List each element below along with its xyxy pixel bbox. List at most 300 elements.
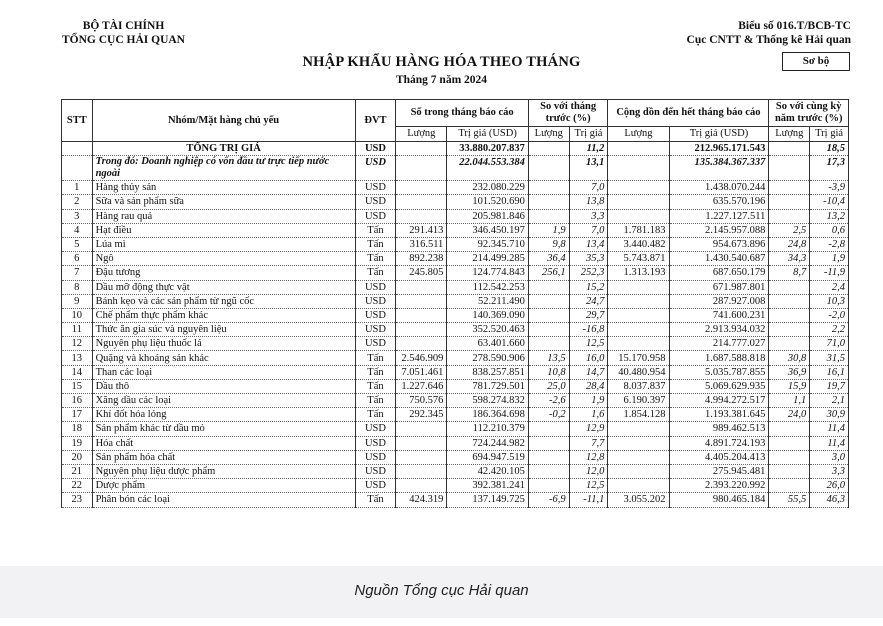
fdi-label: Trong đó: Doanh nghiệp có vốn đầu tư trực tiếp nước ngoài <box>92 156 355 181</box>
sub-qty-header: Lượng <box>396 127 447 142</box>
row-stt: 14 <box>62 365 93 379</box>
row-yoy-qty: 1,1 <box>769 394 810 408</box>
row-vs-prev-qty <box>528 195 569 209</box>
row-qty <box>396 294 447 308</box>
row-qty <box>396 422 447 436</box>
row-value: 101.520.690 <box>447 195 529 209</box>
row-cum-value: 4.891.724.193 <box>669 436 769 450</box>
row-name: Hạt điều <box>92 223 355 237</box>
row-value: 346.450.197 <box>447 223 529 237</box>
total-vs-prev: 11,2 <box>569 142 608 156</box>
row-name: Khí đốt hóa lỏng <box>92 408 355 422</box>
row-yoy-qty: 30,8 <box>769 351 810 365</box>
row-name: Thức ăn gia súc và nguyên liệu <box>92 323 355 337</box>
table-row <box>62 337 849 351</box>
row-vs-prev-qty <box>528 464 569 478</box>
row-qty: 424.319 <box>396 493 447 507</box>
table-row <box>62 266 849 280</box>
row-stt: 7 <box>62 266 93 280</box>
total-row <box>62 142 849 156</box>
row-name: Bánh kẹo và các sản phẩm từ ngũ cốc <box>92 294 355 308</box>
row-name: Hàng rau quả <box>92 209 355 223</box>
table-row <box>62 280 849 294</box>
row-stt: 20 <box>62 450 93 464</box>
row-vs-prev-qty <box>528 450 569 464</box>
col-month-header: Số trong tháng báo cáo <box>396 100 529 127</box>
table-header <box>62 100 849 142</box>
row-yoy-value: 2,1 <box>810 394 849 408</box>
row-qty <box>396 479 447 493</box>
row-name: Hàng thủy sản <box>92 181 355 195</box>
row-vs-prev-value: 13,4 <box>569 237 608 251</box>
row-stt: 23 <box>62 493 93 507</box>
table-row <box>62 351 849 365</box>
row-cum-value: 5.069.629.935 <box>669 379 769 393</box>
row-value: 112.210.379 <box>447 422 529 436</box>
row-yoy-value: 1,9 <box>810 252 849 266</box>
row-qty <box>396 181 447 195</box>
sub-qty-header: Lượng <box>769 127 810 142</box>
row-vs-prev-qty: 10,8 <box>528 365 569 379</box>
row-yoy-value: 71,0 <box>810 337 849 351</box>
row-qty <box>396 337 447 351</box>
issuer-block <box>62 19 185 47</box>
row-stt: 5 <box>62 237 93 251</box>
report-period: Tháng 7 năm 2024 <box>395 74 488 86</box>
row-yoy-qty: 24,8 <box>769 237 810 251</box>
row-unit: USD <box>355 209 396 223</box>
row-cum-value: 4.405.204.413 <box>669 450 769 464</box>
col-unit-header: ĐVT <box>355 100 396 142</box>
table-row <box>62 479 849 493</box>
row-value: 52.211.490 <box>447 294 529 308</box>
row-qty <box>396 209 447 223</box>
row-vs-prev-value: 24,7 <box>569 294 608 308</box>
row-vs-prev-value: 14,7 <box>569 365 608 379</box>
row-name: Nguyên phụ liệu dược phẩm <box>92 464 355 478</box>
row-yoy-value: 3,3 <box>810 464 849 478</box>
row-stt: 18 <box>62 422 93 436</box>
row-unit: USD <box>355 323 396 337</box>
row-yoy-qty: 15,9 <box>769 379 810 393</box>
row-vs-prev-qty: 25,0 <box>528 379 569 393</box>
row-stt: 16 <box>62 394 93 408</box>
table-row <box>62 422 849 436</box>
row-qty: 245.805 <box>396 266 447 280</box>
row-yoy-qty <box>769 436 810 450</box>
row-cum-qty <box>608 436 669 450</box>
row-unit: USD <box>355 308 396 322</box>
table-row <box>62 394 849 408</box>
row-cum-qty <box>608 181 669 195</box>
row-name: Phân bón các loại <box>92 493 355 507</box>
sub-qty-header: Lượng <box>608 127 669 142</box>
row-unit: Tấn <box>355 493 396 507</box>
table-row <box>62 237 849 251</box>
col-vs-prev-header: So với tháng trước (%) <box>528 100 608 127</box>
agency-name: TỔNG CỤC HẢI QUAN <box>62 34 185 46</box>
row-yoy-value: 26,0 <box>810 479 849 493</box>
row-yoy-value: 30,9 <box>810 408 849 422</box>
row-yoy-value: 13,2 <box>810 209 849 223</box>
table-row <box>62 436 849 450</box>
row-vs-prev-qty <box>528 323 569 337</box>
row-unit: Tấn <box>355 266 396 280</box>
row-value: 42.420.105 <box>447 464 529 478</box>
row-vs-prev-qty <box>528 479 569 493</box>
row-unit: USD <box>355 181 396 195</box>
fdi-cumulative: 135.384.367.337 <box>669 156 769 181</box>
row-value: 352.520.463 <box>447 323 529 337</box>
row-cum-qty <box>608 323 669 337</box>
source-caption: Nguồn Tổng cục Hải quan <box>354 582 529 599</box>
row-value: 137.149.725 <box>447 493 529 507</box>
row-cum-value: 1.438.070.244 <box>669 181 769 195</box>
row-vs-prev-qty: 13,5 <box>528 351 569 365</box>
row-cum-value: 214.777.027 <box>669 337 769 351</box>
row-value: 781.729.501 <box>447 379 529 393</box>
row-value: 278.590.906 <box>447 351 529 365</box>
row-vs-prev-value: 13,8 <box>569 195 608 209</box>
table-body <box>62 142 849 508</box>
row-cum-value: 4.994.272.517 <box>669 394 769 408</box>
table-row <box>62 379 849 393</box>
table-row <box>62 223 849 237</box>
row-qty <box>396 464 447 478</box>
row-value: 232.080.229 <box>447 181 529 195</box>
row-yoy-qty <box>769 195 810 209</box>
row-qty: 7.051.461 <box>396 365 447 379</box>
row-name: Than các loại <box>92 365 355 379</box>
sub-value-usd-header: Trị giá (USD) <box>447 127 529 142</box>
table-row <box>62 181 849 195</box>
row-value: 140.369.090 <box>447 308 529 322</box>
row-vs-prev-value: 12,5 <box>569 479 608 493</box>
row-vs-prev-qty: -6,9 <box>528 493 569 507</box>
row-vs-prev-value: -16,8 <box>569 323 608 337</box>
fdi-vs-prev: 13,1 <box>569 156 608 181</box>
table-row <box>62 323 849 337</box>
row-yoy-qty: 2,5 <box>769 223 810 237</box>
row-stt: 10 <box>62 308 93 322</box>
row-unit: USD <box>355 436 396 450</box>
row-yoy-qty: 24,0 <box>769 408 810 422</box>
row-qty <box>396 308 447 322</box>
row-stt: 11 <box>62 323 93 337</box>
row-cum-value: 954.673.896 <box>669 237 769 251</box>
row-cum-value: 671.987.801 <box>669 280 769 294</box>
row-vs-prev-qty <box>528 422 569 436</box>
row-value: 724.244.982 <box>447 436 529 450</box>
sub-value-header: Trị giá <box>810 127 849 142</box>
row-stt: 2 <box>62 195 93 209</box>
table-row <box>62 365 849 379</box>
table-row <box>62 464 849 478</box>
row-cum-qty <box>608 337 669 351</box>
row-cum-qty: 6.190.397 <box>608 394 669 408</box>
row-unit: Tấn <box>355 365 396 379</box>
row-unit: USD <box>355 294 396 308</box>
row-cum-qty <box>608 464 669 478</box>
row-value: 63.401.660 <box>447 337 529 351</box>
row-qty <box>396 195 447 209</box>
row-yoy-qty <box>769 323 810 337</box>
row-stt: 13 <box>62 351 93 365</box>
fdi-yoy: 17,3 <box>810 156 849 181</box>
row-qty: 292.345 <box>396 408 447 422</box>
row-vs-prev-qty <box>528 308 569 322</box>
row-yoy-value: -3,9 <box>810 181 849 195</box>
row-yoy-value: 2,2 <box>810 323 849 337</box>
row-yoy-qty <box>769 464 810 478</box>
row-cum-qty <box>608 479 669 493</box>
row-value: 186.364.698 <box>447 408 529 422</box>
row-qty <box>396 450 447 464</box>
row-value: 124.774.843 <box>447 266 529 280</box>
row-yoy-qty <box>769 450 810 464</box>
row-cum-value: 2.393.220.992 <box>669 479 769 493</box>
row-yoy-value: 46,3 <box>810 493 849 507</box>
row-vs-prev-qty <box>528 436 569 450</box>
row-cum-qty <box>608 422 669 436</box>
row-cum-value: 635.570.196 <box>669 195 769 209</box>
row-unit: Tấn <box>355 408 396 422</box>
row-vs-prev-value: 35,3 <box>569 252 608 266</box>
row-name: Dược phẩm <box>92 479 355 493</box>
fdi-value: 22.044.553.384 <box>447 156 529 181</box>
row-cum-qty <box>608 294 669 308</box>
row-yoy-value: 10,3 <box>810 294 849 308</box>
row-vs-prev-value: 12,8 <box>569 450 608 464</box>
row-cum-qty <box>608 450 669 464</box>
row-unit: USD <box>355 195 396 209</box>
row-vs-prev-qty: 1,9 <box>528 223 569 237</box>
row-vs-prev-qty: -0,2 <box>528 408 569 422</box>
row-qty: 1.227.646 <box>396 379 447 393</box>
row-cum-qty: 1.313.193 <box>608 266 669 280</box>
row-yoy-qty <box>769 479 810 493</box>
table-row <box>62 308 849 322</box>
row-stt: 1 <box>62 181 93 195</box>
row-unit: USD <box>355 280 396 294</box>
row-vs-prev-value: -11,1 <box>569 493 608 507</box>
row-cum-value: 2.913.934.032 <box>669 323 769 337</box>
row-unit: USD <box>355 450 396 464</box>
row-yoy-value: 16,1 <box>810 365 849 379</box>
row-cum-value: 980.465.184 <box>669 493 769 507</box>
row-yoy-value: -11,9 <box>810 266 849 280</box>
row-vs-prev-value: 12,5 <box>569 337 608 351</box>
row-cum-value: 687.650.179 <box>669 266 769 280</box>
row-vs-prev-qty: 36,4 <box>528 252 569 266</box>
row-cum-value: 1.193.381.645 <box>669 408 769 422</box>
row-vs-prev-qty: 256,1 <box>528 266 569 280</box>
row-vs-prev-value: 15,2 <box>569 280 608 294</box>
row-yoy-value: -2,0 <box>810 308 849 322</box>
total-yoy: 18,5 <box>810 142 849 156</box>
total-unit: USD <box>355 142 396 156</box>
row-qty: 316.511 <box>396 237 447 251</box>
row-stt: 15 <box>62 379 93 393</box>
row-qty <box>396 280 447 294</box>
row-name: Chế phẩm thực phẩm khác <box>92 308 355 322</box>
report-title: NHẬP KHẨU HÀNG HÓA THEO THÁNG <box>302 54 581 70</box>
row-value: 694.947.519 <box>447 450 529 464</box>
row-cum-value: 2.145.957.088 <box>669 223 769 237</box>
sub-value-usd-header: Trị giá (USD) <box>669 127 769 142</box>
form-number: Biểu số 016.T/BCB-TC <box>738 20 851 32</box>
row-yoy-value: 11,4 <box>810 422 849 436</box>
row-cum-qty: 1.854.128 <box>608 408 669 422</box>
sub-value-header: Trị giá <box>569 127 608 142</box>
row-cum-value: 1.687.588.818 <box>669 351 769 365</box>
row-name: Dầu mỡ động thực vật <box>92 280 355 294</box>
row-stt: 3 <box>62 209 93 223</box>
row-yoy-qty: 36,9 <box>769 365 810 379</box>
row-qty <box>396 436 447 450</box>
row-yoy-value: 2,4 <box>810 280 849 294</box>
row-unit: Tấn <box>355 379 396 393</box>
row-unit: USD <box>355 422 396 436</box>
row-unit: Tấn <box>355 237 396 251</box>
total-label: TỔNG TRỊ GIÁ <box>92 142 355 156</box>
ministry-name: BỘ TÀI CHÍNH <box>82 20 165 32</box>
row-unit: USD <box>355 464 396 478</box>
import-table <box>61 99 849 508</box>
row-yoy-qty <box>769 337 810 351</box>
row-vs-prev-qty <box>528 337 569 351</box>
row-cum-qty: 3.055.202 <box>608 493 669 507</box>
row-vs-prev-qty: 9,8 <box>528 237 569 251</box>
row-vs-prev-value: 28,4 <box>569 379 608 393</box>
row-value: 92.345.710 <box>447 237 529 251</box>
row-qty: 892.238 <box>396 252 447 266</box>
sub-qty-header: Lượng <box>528 127 569 142</box>
row-yoy-qty <box>769 181 810 195</box>
col-stt-header: STT <box>62 100 93 142</box>
table-row <box>62 408 849 422</box>
row-unit: Tấn <box>355 252 396 266</box>
row-name: Dầu thô <box>92 379 355 393</box>
row-cum-value: 287.927.008 <box>669 294 769 308</box>
total-cumulative: 212.965.171.543 <box>669 142 769 156</box>
row-stt: 12 <box>62 337 93 351</box>
row-vs-prev-qty: -2,6 <box>528 394 569 408</box>
row-cum-qty: 3.440.482 <box>608 237 669 251</box>
row-unit: Tấn <box>355 223 396 237</box>
row-yoy-value: 3,0 <box>810 450 849 464</box>
row-name: Xăng dầu các loại <box>92 394 355 408</box>
row-unit: Tấn <box>355 394 396 408</box>
row-yoy-qty <box>769 294 810 308</box>
row-cum-value: 741.600.231 <box>669 308 769 322</box>
row-cum-qty <box>608 280 669 294</box>
row-cum-qty <box>608 308 669 322</box>
row-qty <box>396 323 447 337</box>
row-vs-prev-value: 7,0 <box>569 223 608 237</box>
row-vs-prev-value: 12,0 <box>569 464 608 478</box>
row-yoy-qty <box>769 280 810 294</box>
row-yoy-value: -10,4 <box>810 195 849 209</box>
row-name: Sản phẩm hóa chất <box>92 450 355 464</box>
col-cumulative-header: Cộng dồn đến hết tháng báo cáo <box>608 100 769 127</box>
table-row <box>62 450 849 464</box>
row-stt: 17 <box>62 408 93 422</box>
row-yoy-qty <box>769 308 810 322</box>
col-name-header: Nhóm/Mặt hàng chủ yếu <box>92 100 355 142</box>
row-yoy-value: 19,7 <box>810 379 849 393</box>
status-badge: Sơ bộ <box>782 52 850 71</box>
row-cum-qty: 15.170.958 <box>608 351 669 365</box>
row-qty: 2.546.909 <box>396 351 447 365</box>
form-info-block <box>687 19 851 47</box>
row-stt: 9 <box>62 294 93 308</box>
row-name: Hóa chất <box>92 436 355 450</box>
row-vs-prev-value: 16,0 <box>569 351 608 365</box>
row-stt: 8 <box>62 280 93 294</box>
table-row <box>62 195 849 209</box>
col-vs-year-header: So với cùng kỳ năm trước (%) <box>769 100 849 127</box>
row-stt: 22 <box>62 479 93 493</box>
row-name: Nguyên phụ liệu thuốc lá <box>92 337 355 351</box>
row-yoy-qty: 8,7 <box>769 266 810 280</box>
row-value: 214.499.285 <box>447 252 529 266</box>
row-vs-prev-value: 7,0 <box>569 181 608 195</box>
row-qty: 291.413 <box>396 223 447 237</box>
row-yoy-qty <box>769 422 810 436</box>
row-stt: 4 <box>62 223 93 237</box>
row-name: Sản phẩm khác từ dầu mỏ <box>92 422 355 436</box>
row-yoy-qty: 34,3 <box>769 252 810 266</box>
row-yoy-value: 11,4 <box>810 436 849 450</box>
table-row <box>62 209 849 223</box>
row-vs-prev-qty <box>528 209 569 223</box>
row-cum-qty: 8.037.837 <box>608 379 669 393</box>
row-stt: 6 <box>62 252 93 266</box>
row-cum-value: 1.227.127.511 <box>669 209 769 223</box>
row-yoy-value: 31,5 <box>810 351 849 365</box>
row-cum-value: 989.462.513 <box>669 422 769 436</box>
row-yoy-value: 0,6 <box>810 223 849 237</box>
row-vs-prev-value: 12,9 <box>569 422 608 436</box>
row-cum-qty <box>608 209 669 223</box>
row-cum-qty <box>608 195 669 209</box>
row-value: 205.981.846 <box>447 209 529 223</box>
row-name: Sữa và sản phẩm sữa <box>92 195 355 209</box>
row-unit: USD <box>355 337 396 351</box>
total-value: 33.880.207.837 <box>447 142 529 156</box>
row-vs-prev-qty <box>528 280 569 294</box>
row-vs-prev-value: 1,6 <box>569 408 608 422</box>
row-name: Lúa mì <box>92 237 355 251</box>
row-value: 598.274.832 <box>447 394 529 408</box>
row-name: Ngô <box>92 252 355 266</box>
row-name: Đậu tương <box>92 266 355 280</box>
row-name: Quặng và khoáng sản khác <box>92 351 355 365</box>
row-stt: 19 <box>62 436 93 450</box>
row-value: 392.381.241 <box>447 479 529 493</box>
row-cum-value: 1.430.540.687 <box>669 252 769 266</box>
row-cum-qty: 40.480.954 <box>608 365 669 379</box>
row-cum-value: 275.945.481 <box>669 464 769 478</box>
row-cum-qty: 5.743.871 <box>608 252 669 266</box>
row-value: 112.542.253 <box>447 280 529 294</box>
row-unit: USD <box>355 479 396 493</box>
row-yoy-qty <box>769 209 810 223</box>
row-vs-prev-value: 1,9 <box>569 394 608 408</box>
table-row <box>62 252 849 266</box>
table-row <box>62 294 849 308</box>
